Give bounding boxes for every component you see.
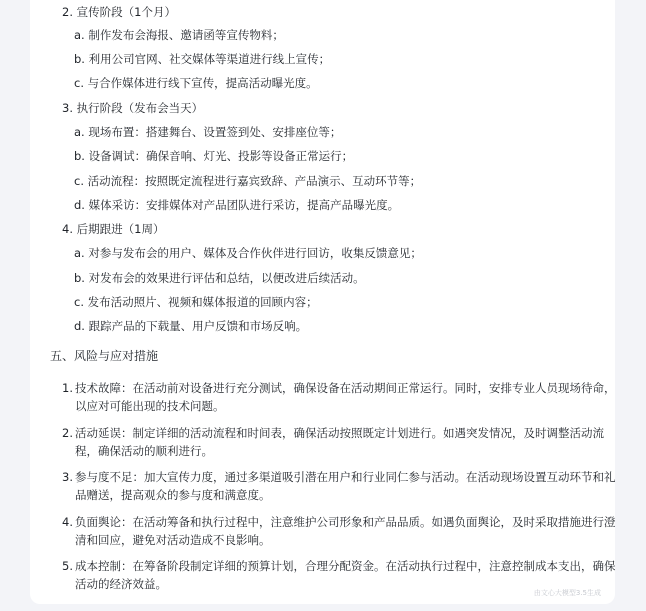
- risk-item-number: 2.: [62, 426, 73, 440]
- risk-item-text: 成本控制：在筹备阶段制定详细的预算计划，合理分配资金。在活动执行过程中，注意控制成本支出，确保: [75, 559, 615, 573]
- risk-item-text: 负面舆论：在活动筹备和执行过程中，注意维护公司形象和产品品质。如遇负面舆论，及时采取措施进行澄: [75, 515, 615, 529]
- list-item: c. 与合作媒体进行线下宣传，提高活动曝光度。: [74, 76, 318, 90]
- risk-item-number: 5.: [62, 559, 73, 573]
- ai-generated-watermark: 由文心大模型3.5生成: [533, 589, 601, 597]
- chat-response-card: [30, 0, 615, 604]
- phase-title: 4. 后期跟进（1周）: [62, 222, 165, 236]
- list-item: a. 现场布置：搭建舞台、设置签到处、安排座位等；: [74, 125, 342, 139]
- risk-item-text: 以应对可能出现的技术问题。: [75, 399, 225, 413]
- list-item: c. 发布活动照片、视频和媒体报道的回顾内容；: [74, 295, 318, 309]
- risk-item-number: 1.: [62, 381, 73, 395]
- list-item: b. 对发布会的效果进行评估和总结，以便改进后续活动。: [74, 271, 365, 285]
- list-item: a. 制作发布会海报、邀请函等宣传物料；: [74, 28, 284, 42]
- risk-item-text: 参与度不足：加大宣传力度，通过多渠道吸引潜在用户和行业同仁参与活动。在活动现场设置互动环节和礼: [75, 470, 615, 484]
- phase-title: 3. 执行阶段（发布会当天）: [62, 101, 204, 115]
- risk-item-number: 3.: [62, 470, 73, 484]
- section-title: 五、风险与应对措施: [50, 349, 159, 363]
- risk-item-text: 品赠送，提高观众的参与度和满意度。: [75, 488, 271, 502]
- phase-title: 2. 宣传阶段（1个月）: [62, 5, 176, 19]
- list-item: a. 对参与发布会的用户、媒体及合作伙伴进行回访，收集反馈意见；: [74, 246, 422, 260]
- list-item: b. 利用公司官网、社交媒体等渠道进行线上宣传；: [74, 52, 331, 66]
- list-item: c. 活动流程：按照既定流程进行嘉宾致辞、产品演示、互动环节等；: [74, 174, 422, 188]
- risk-item-text: 活动延误：制定详细的活动流程和时间表，确保活动按照既定计划进行。如遇突发情况，及时调整活动流: [75, 426, 604, 440]
- risk-item-text: 清和回应，避免对活动造成不良影响。: [75, 533, 271, 547]
- risk-item-number: 4.: [62, 515, 73, 529]
- list-item: d. 媒体采访：安排媒体对产品团队进行采访，提高产品曝光度。: [74, 198, 400, 212]
- risk-item-text: 程，确保活动的顺利进行。: [75, 444, 213, 458]
- risk-item-text: 技术故障：在活动前对设备进行充分测试，确保设备在活动期间正常运行。同时，安排专业人员现场待命，: [75, 381, 615, 395]
- risk-item-text: 活动的经济效益。: [75, 577, 167, 591]
- list-item: b. 设备调试：确保音响、灯光、投影等设备正常运行；: [74, 149, 354, 163]
- list-item: d. 跟踪产品的下载量、用户反馈和市场反响。: [74, 319, 308, 333]
